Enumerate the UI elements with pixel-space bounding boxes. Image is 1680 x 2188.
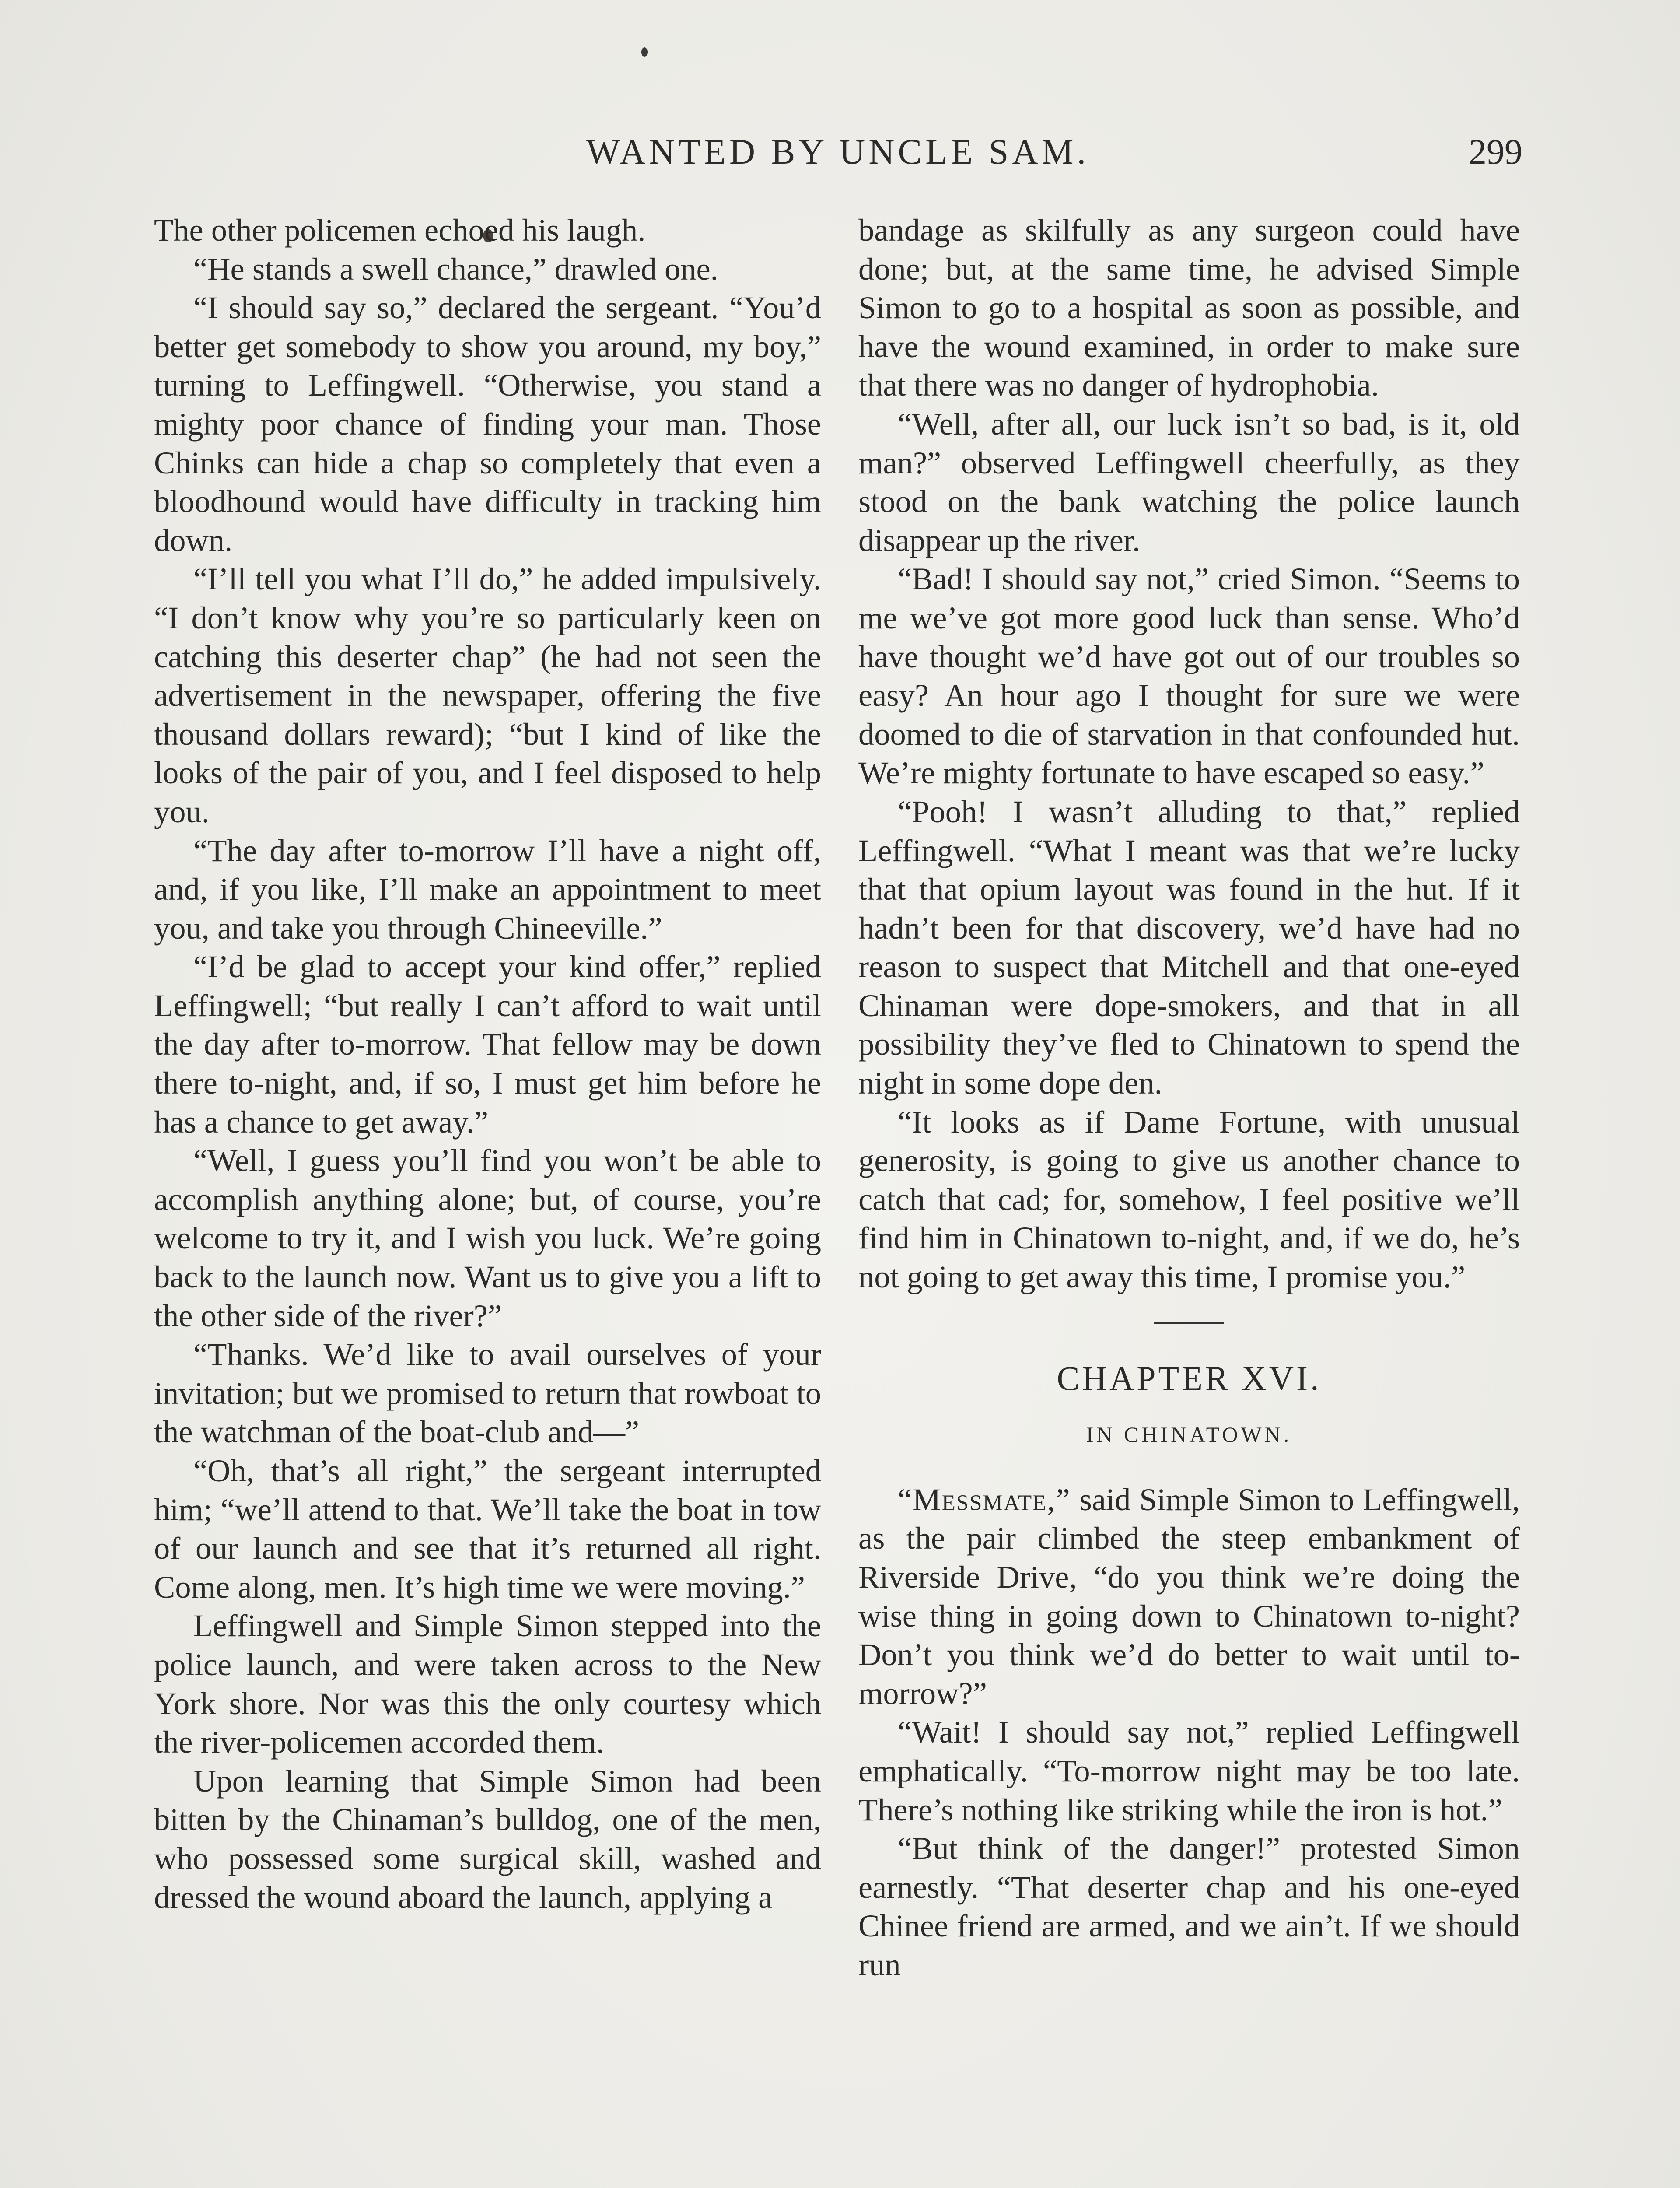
paragraph	[858, 405, 1520, 560]
paragraph	[154, 1452, 821, 1606]
paragraph	[858, 1713, 1520, 1829]
paragraph	[858, 1829, 1520, 1984]
paragraph	[154, 1606, 821, 1761]
chapter-title: CHAPTER XVI.	[1057, 1359, 1322, 1397]
right-column-text-after	[858, 1480, 1520, 1985]
paragraph-text: “It looks as if Dame Fortune, with unusual generosity, is going to give us another chance to catch that cad; for, somehow, I feel positive we’ll find him in Chinatown to-night, and, if we do, he’s not going to get away this time, I promise you.”	[858, 1104, 1520, 1295]
paragraph-text: said Simple Simon to Leffingwell, as the pair climbed the steep embankment of Riverside Drive, “do you think we’re doing the wise thing in going down to Chinatown to-night? Don’t you think we’d do better to wait until to-morrow?”	[858, 1481, 1520, 1711]
paragraph-lead: “Messmate,”	[898, 1481, 1071, 1517]
paragraph	[154, 250, 821, 289]
paragraph-text: Leffingwell and Simple Simon stepped into the police launch, and were taken across to the New York shore. Nor was this the only courtesy which the river-policemen accorded them.	[154, 1608, 821, 1760]
paragraph	[858, 560, 1520, 792]
paragraph-text: “Well, I guess you’ll find you won’t be able to accomplish anything alone; but, of course, you’re welcome to try it, and I wish you luck. We’re going back to the launch now. Want us to give you a lift to the other side of the river?”	[154, 1143, 821, 1333]
paragraph-text: “I’ll tell you what I’ll do,” he added impulsively. “I don’t know why you’re so particularly keen on catching this deserter chap” (he had not seen the advertisement in the newspaper, offering the five thousand dollars reward); “but I kind of like the looks of the pair of you, and I feel disposed to help you.	[154, 561, 821, 829]
paragraph-text: “Well, after all, our luck isn’t so bad, is it, old man?” observed Leffingwell cheerfully, as they stood on the bank watching the police launch disappear up the river.	[858, 406, 1520, 558]
paragraph	[154, 560, 821, 831]
ink-speck	[641, 47, 648, 57]
paragraph	[154, 288, 821, 560]
left-column	[154, 211, 821, 1917]
paragraph-text: bandage as skilfully as any surgeon could have done; but, at the same time, he advised Simple Simon to go to a hospital as soon as possible, and have the wound examined, in order to make sure that there was no danger of hydrophobia.	[858, 212, 1520, 403]
paragraph	[858, 792, 1520, 1103]
paragraph	[154, 947, 821, 1141]
paragraph	[154, 1762, 821, 1917]
paragraph-text: The other policemen echoed his laugh.	[154, 212, 646, 248]
paragraph-text: “Pooh! I wasn’t alluding to that,” replied Leffingwell. “What I meant was that we’re lucky that that opium layout was found in the hut. If it hadn’t been for that discovery, we’d have had no reason to suspect that Mitchell and that one-eyed Chinaman were dope-smokers, and that in all possibility they’ve fled to Chinatown to spend the night in some dope den.	[858, 793, 1520, 1101]
paragraph-text: “Wait! I should say not,” replied Leffingwell emphatically. “To-morrow night may be too late. There’s nothing like striking while the iron is hot.”	[858, 1714, 1520, 1827]
paragraph-text: “I should say so,” declared the sergeant. “You’d better get somebody to show you around, my boy,” turning to Leffingwell. “Otherwise, you stand a mighty poor chance of finding your man. Those Chinks can hide a chap so completely that even a bloodhound would have difficulty in tracking him down.	[154, 290, 821, 558]
paragraph	[858, 1480, 1520, 1713]
running-title: WANTED BY UNCLE SAM.	[586, 132, 1090, 172]
paragraph	[154, 1335, 821, 1452]
paragraph-text: “Thanks. We’d like to avail ourselves of your invitation; but we promised to return that rowboat to the watchman of the boat-club and—”	[154, 1336, 821, 1450]
paragraph-text: “Oh, that’s all right,” the sergeant interrupted him; “we’ll attend to that. We’ll take the boat in tow of our launch and see that it’s returned all right. Come along, men. It’s high time we were moving.”	[154, 1453, 821, 1605]
paragraph-text: “Bad! I should say not,” cried Simon. “Seems to me we’ve got more good luck than sense. Who’d have thought we’d have got out of our troubles so easy? An hour ago I thought for sure we were doomed to die of starvation in that confounded hut. We’re mighty fortunate to have escaped so easy.”	[858, 561, 1520, 791]
paragraph	[858, 211, 1520, 405]
paragraph	[154, 1141, 821, 1335]
paragraph	[154, 831, 821, 948]
right-column	[858, 211, 1520, 1985]
page-header	[153, 131, 1522, 184]
paragraph-text: “He stands a swell chance,” drawled one.	[193, 251, 718, 287]
paragraph-text: “The day after to-morrow I’ll have a night off, and, if you like, I’ll make an appointment to meet you, and take you through Chineeville.”	[154, 832, 821, 946]
paragraph-text: “But think of the danger!” protested Simon earnestly. “That deserter chap and his one-eyed Chinee friend are armed, and we ain’t. If we should run	[858, 1830, 1520, 1982]
paragraph-text: Upon learning that Simple Simon had been bitten by the Chinaman’s bulldog, one of the men, who possessed some surgical skill, washed and dressed the wound aboard the launch, applying a	[154, 1763, 821, 1915]
section-divider	[1154, 1322, 1224, 1324]
chapter-subtitle: IN CHINATOWN.	[1086, 1422, 1292, 1447]
paragraph	[858, 1103, 1520, 1297]
right-column-text-before	[858, 211, 1520, 1297]
page-number: 299	[1469, 132, 1522, 172]
paragraph-text: “I’d be glad to accept your kind offer,” replied Leffingwell; “but really I can’t afford to wait until the day after to-morrow. That fellow may be down there to-night, and, if so, I must get him before he has a chance to get away.”	[154, 949, 821, 1140]
paragraph	[154, 211, 821, 250]
